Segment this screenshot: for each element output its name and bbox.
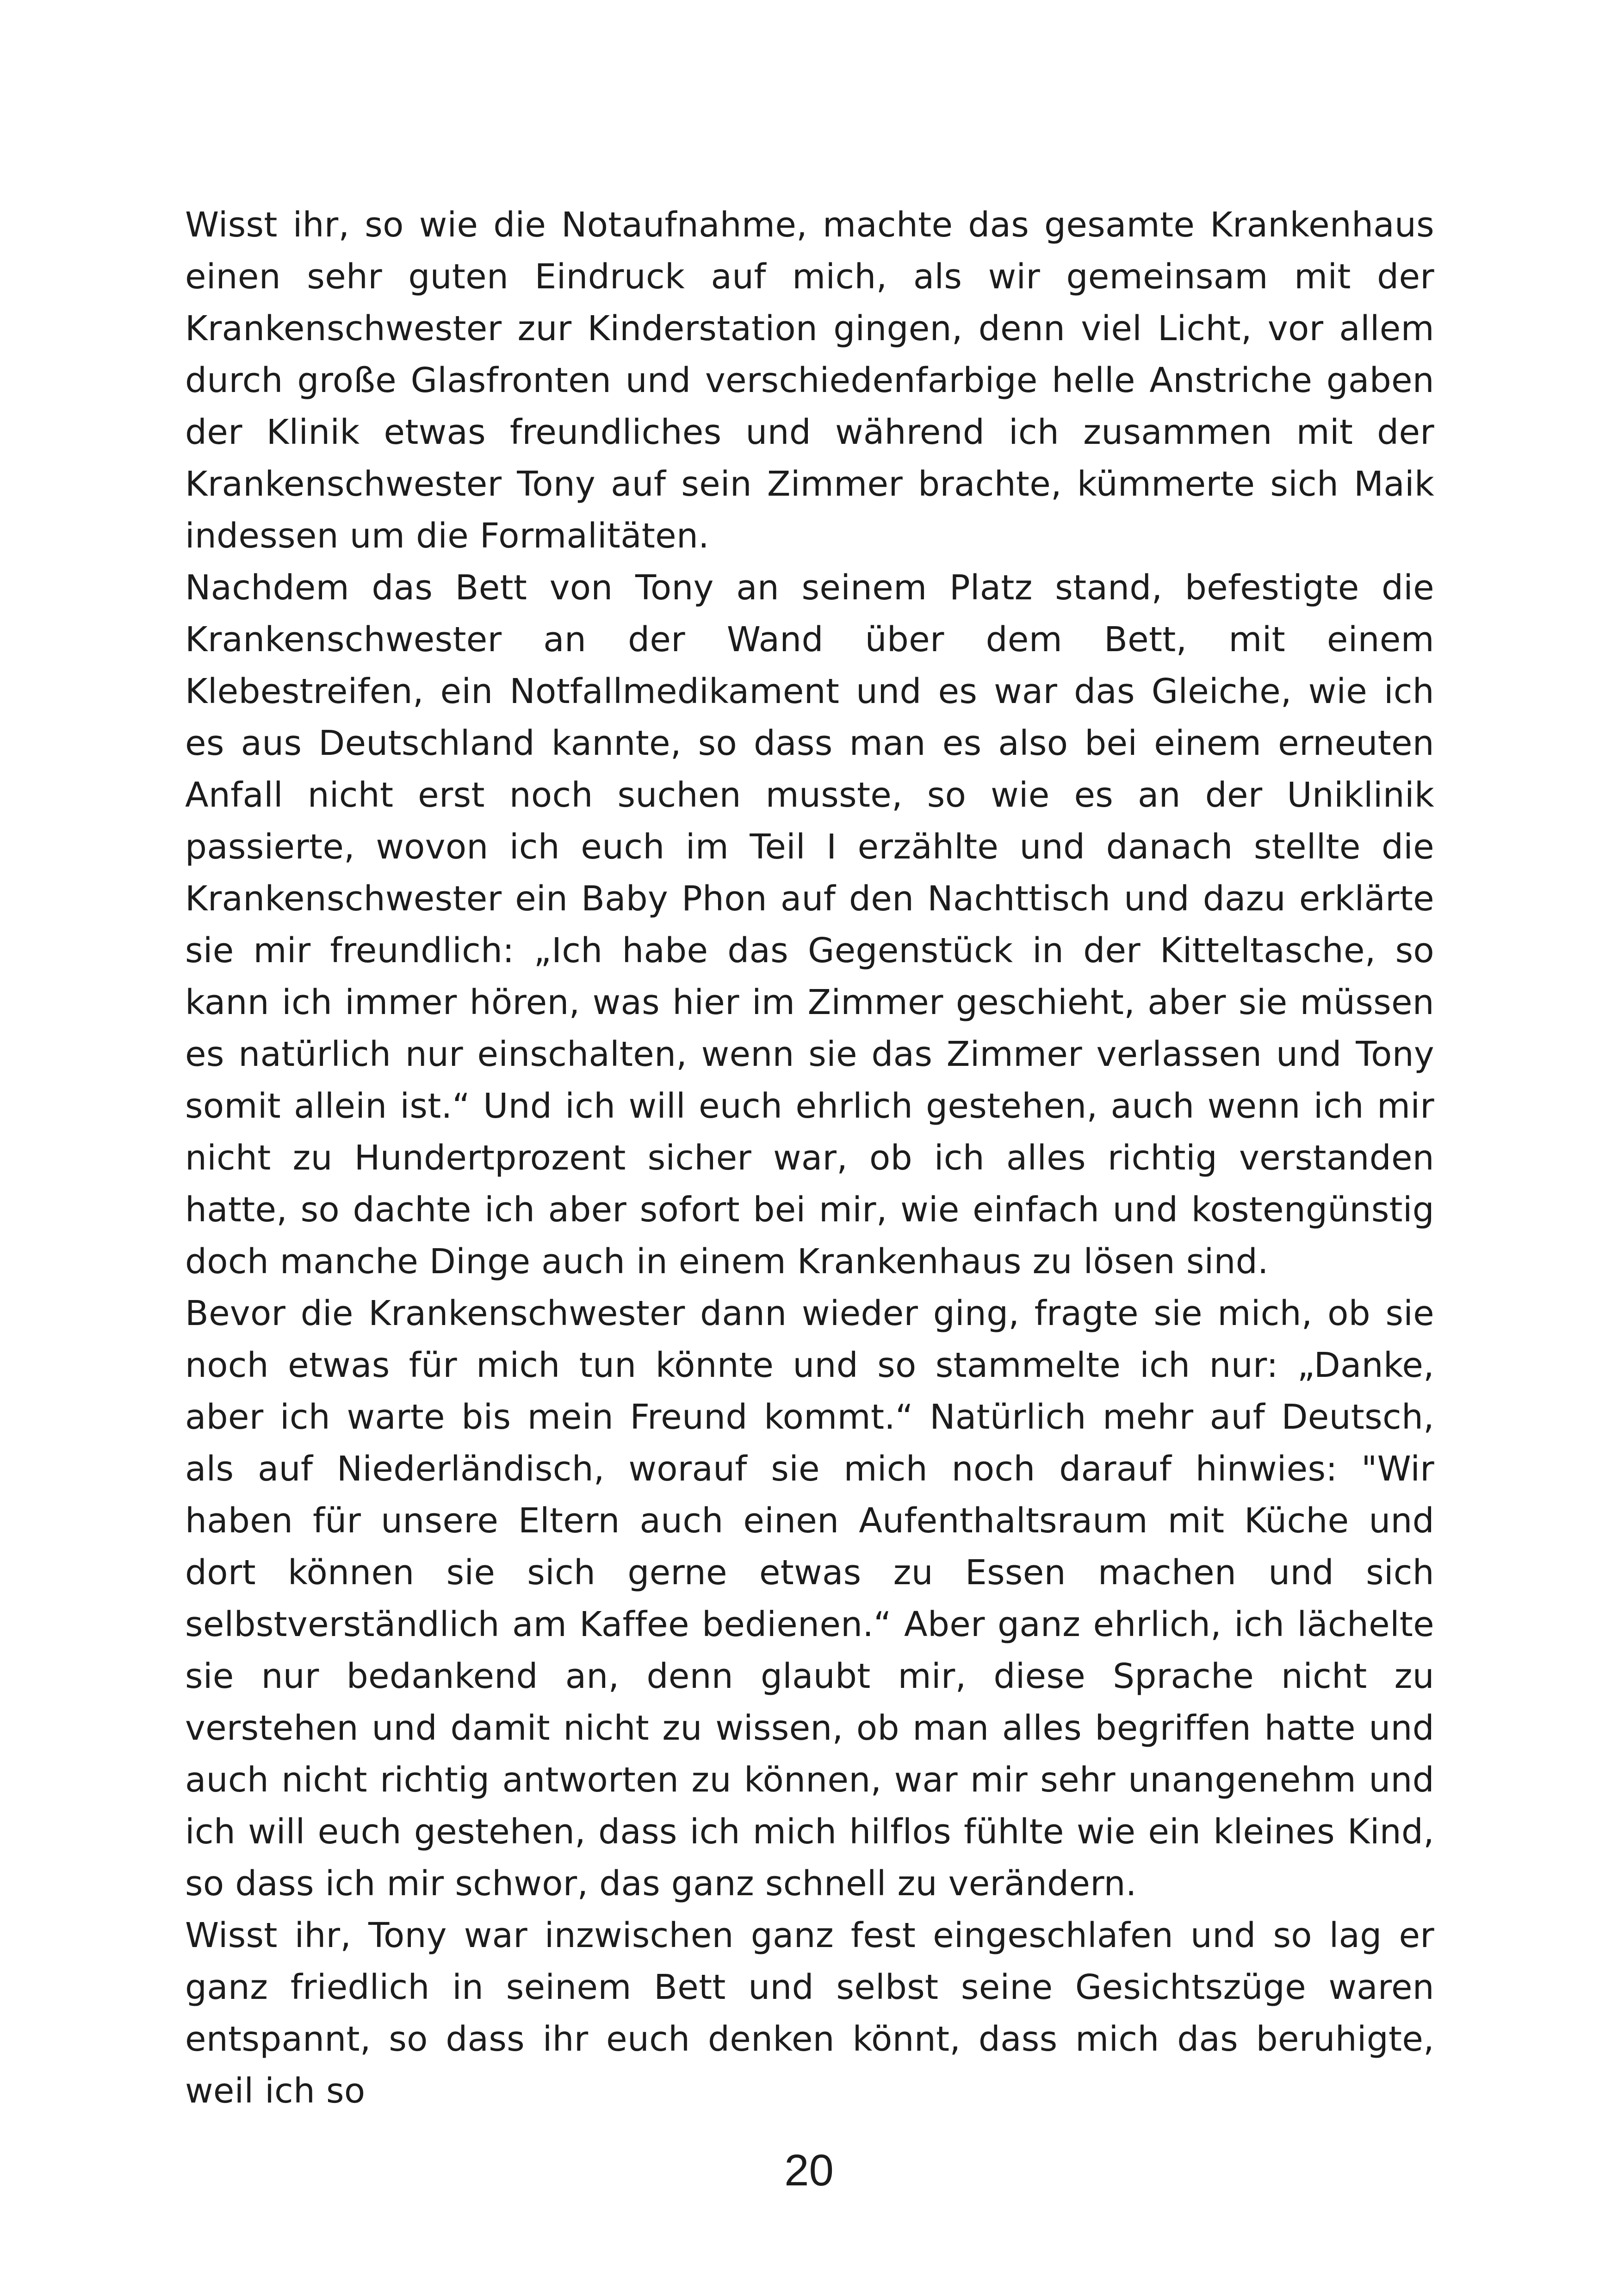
body-text xyxy=(185,199,1434,2117)
page-number: 20 xyxy=(784,2146,834,2195)
paragraph-2: Nachdem das Bett von Tony an seinem Platz stand, befestigte die Krankenschwester an der Wand über dem Bett, mit einem Klebestreifen, ein Notfallmedikament und es war das Gleiche, wie ich es aus Deutschland kannte, so dass man es also bei einem erneuten Anfall nicht erst noch suchen musste, so wie es an der Uniklinik passierte, wovon ich euch im Teil I erzählte und danach stellte die Krankenschwester ein Baby Phon auf den Nachttisch und dazu erklärte sie mir freundlich: „Ich habe das Gegenstück in der Kitteltasche, so kann ich immer hören, was hier im Zimmer geschieht, aber sie müssen es natürlich nur einschalten, wenn sie das Zimmer verlassen und Tony somit allein ist.“ Und ich will euch ehrlich gestehen, auch wenn ich mir nicht zu Hundertprozent sicher war, ob ich alles richtig verstanden hatte, so dachte ich aber sofort bei mir, wie einfach und kostengünstig doch manche Dinge auch in einem Krankenhaus zu lösen sind. xyxy=(185,568,1434,1282)
paragraph-3: Bevor die Krankenschwester dann wieder ging, fragte sie mich, ob sie noch etwas für mich tun könnte und so stammelte ich nur: „Danke, aber ich warte bis mein Freund kommt.“ Natürlich mehr auf Deutsch, als auf Niederländisch, worauf sie mich noch darauf hinwies: "Wir haben für unsere Eltern auch einen Aufenthaltsraum mit Küche und dort können sie sich gerne etwas zu Essen machen und sich selbstverständlich am Kaffee bedienen.“ Aber ganz ehrlich, ich lächelte sie nur bedankend an, denn glaubt mir, diese Sprache nicht zu verstehen und damit nicht zu wissen, ob man alles begriffen hatte und auch nicht richtig antworten zu können, war mir sehr unangenehm und ich will euch gestehen, dass ich mich hilflos fühlte wie ein kleines Kind, so dass ich mir schwor, das ganz schnell zu verändern. xyxy=(185,1294,1434,1904)
paragraph-1: Wisst ihr, so wie die Notaufnahme, machte das gesamte Krankenhaus einen sehr guten Eindruck auf mich, als wir gemeinsam mit der Krankenschwester zur Kinderstation gingen, denn viel Licht, vor allem durch große Glasfronten und verschiedenfarbige helle Anstriche gaben der Klinik etwas freundliches und während ich zusammen mit der Krankenschwester Tony auf sein Zimmer brachte, kümmerte sich Maik indessen um die Formalitäten. xyxy=(185,205,1434,556)
paragraph-4: Wisst ihr, Tony war inzwischen ganz fest eingeschlafen und so lag er ganz friedlich in seinem Bett und selbst seine Gesichtszüge waren entspannt, so dass ihr euch denken könnt, dass mich das beruhigte, weil ich so xyxy=(185,1916,1434,2111)
